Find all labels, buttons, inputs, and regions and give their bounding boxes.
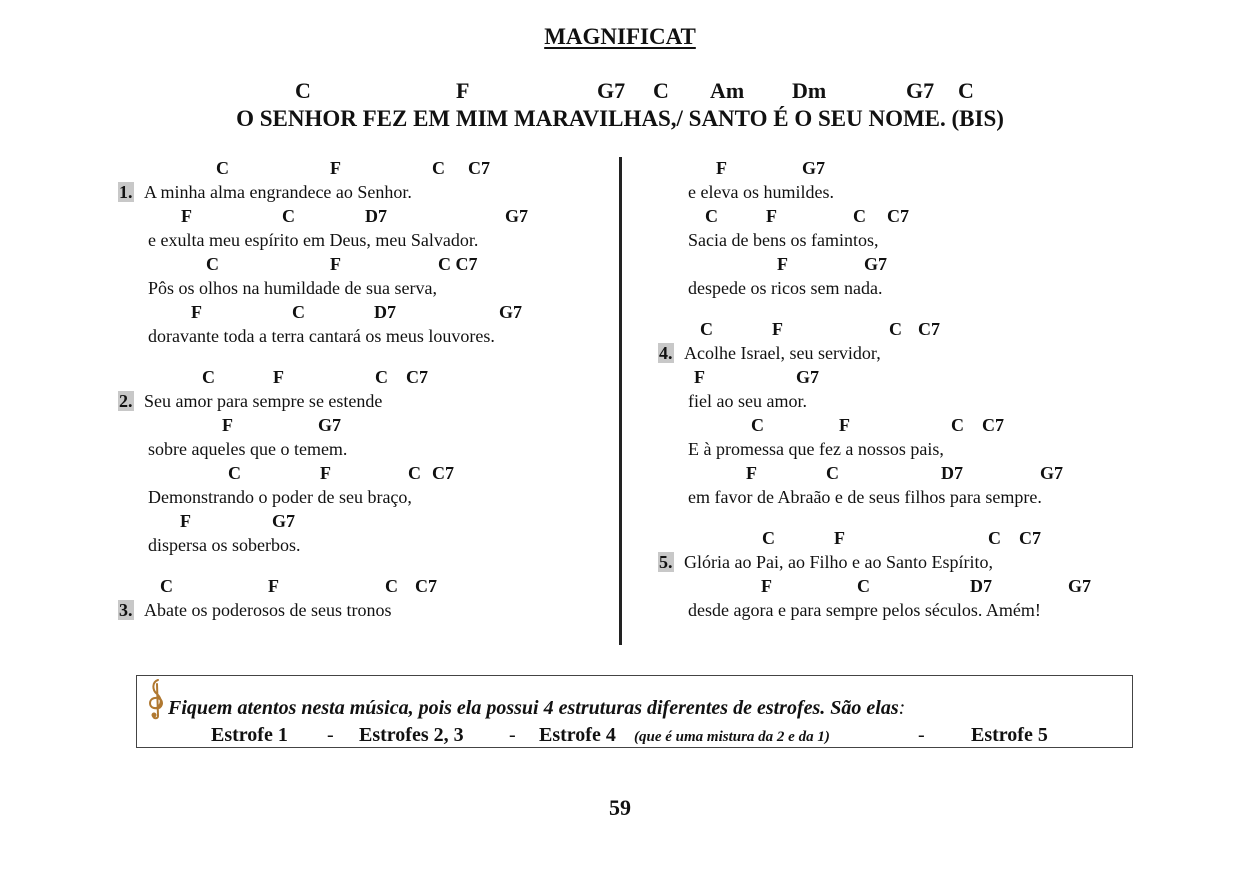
refrain-chord: F <box>456 78 470 103</box>
chord: F <box>330 254 341 274</box>
chord: G7 <box>1040 463 1064 483</box>
chord: C C7 <box>438 254 478 274</box>
structure-item: Estrofe 1 <box>211 724 288 746</box>
verse-number-label: 3. <box>119 600 133 620</box>
structure-item: Estrofe 5 <box>971 724 1048 746</box>
chord: F <box>772 319 783 339</box>
verse-number <box>658 552 674 573</box>
chord: F <box>330 158 341 178</box>
verse-number <box>118 182 134 203</box>
chord: C <box>292 302 305 322</box>
chord: D7 <box>941 463 963 483</box>
song-title <box>0 24 1240 50</box>
chord: F <box>191 302 202 322</box>
verse-number <box>118 391 134 412</box>
verse-number-label: 4. <box>659 343 673 363</box>
lyric-line: sobre aqueles que o temem. <box>148 439 348 459</box>
lyric-line: despede os ricos sem nada. <box>688 278 883 298</box>
chord: C <box>889 319 902 339</box>
chord: C <box>432 158 445 178</box>
chord: C <box>826 463 839 483</box>
chord: G7 <box>499 302 523 322</box>
lyric-line: em favor de Abraão e de seus filhos para sempre. <box>688 487 1042 507</box>
chord: C7 <box>1019 528 1041 548</box>
lyric-line: desde agora e para sempre pelos séculos. Amém! <box>688 600 1041 620</box>
chord: C7 <box>432 463 454 483</box>
chord: F <box>181 206 192 226</box>
chord: F <box>716 158 727 178</box>
structure-separator: - <box>918 724 925 746</box>
chord: C7 <box>406 367 428 387</box>
chord: F <box>761 576 772 596</box>
chord: G7 <box>1068 576 1092 596</box>
structure-item-note: (que é uma mistura da 2 e da 1) <box>634 729 830 745</box>
lyric-line: doravante toda a terra cantará os meus louvores. <box>148 326 495 346</box>
verse-number-label: 5. <box>659 552 673 572</box>
lyric-line: Glória ao Pai, ao Filho e ao Santo Espírito, <box>684 552 993 572</box>
refrain-chord: C <box>295 78 311 103</box>
chord: D7 <box>365 206 387 226</box>
chord: C <box>705 206 718 226</box>
chord: F <box>180 511 191 531</box>
chord: C <box>951 415 964 435</box>
chord: C <box>375 367 388 387</box>
chord: C7 <box>468 158 490 178</box>
chord: C <box>762 528 775 548</box>
chord: F <box>766 206 777 226</box>
structure-item: Estrofes 2, 3 <box>359 724 464 746</box>
verse-number-label: 2. <box>119 391 133 411</box>
chord: F <box>746 463 757 483</box>
chord: F <box>839 415 850 435</box>
lyric-line: Acolhe Israel, seu servidor, <box>684 343 881 363</box>
chord: C <box>385 576 398 596</box>
lyric-line: Sacia de bens os famintos, <box>688 230 879 250</box>
chord: C <box>857 576 870 596</box>
chord: C <box>206 254 219 274</box>
chord: G7 <box>796 367 820 387</box>
chord: F <box>222 415 233 435</box>
chord: C7 <box>887 206 909 226</box>
lyric-line: e exulta meu espírito em Deus, meu Salvador. <box>148 230 479 250</box>
refrain-chord: C <box>653 78 669 103</box>
chord: C <box>228 463 241 483</box>
verse-number <box>658 343 674 364</box>
structure-note-text: Fiquem atentos nesta música, pois ela possui 4 estruturas diferentes de estrofes. São elas <box>168 697 899 719</box>
chord: C <box>700 319 713 339</box>
chord: F <box>777 254 788 274</box>
chord: C <box>160 576 173 596</box>
chord: G7 <box>802 158 826 178</box>
refrain-chord: Dm <box>792 78 827 103</box>
verse-number-label: 1. <box>119 182 133 202</box>
lyric-line: Abate os poderosos de seus tronos <box>144 600 392 620</box>
refrain-text: O SENHOR FEZ EM MIM MARAVILHAS,/ SANTO É O SEU NOME. (BIS) <box>236 106 1004 131</box>
lyric-line: Seu amor para sempre se estende <box>144 391 383 411</box>
verse-number <box>118 600 134 621</box>
chord: F <box>273 367 284 387</box>
chord: C <box>216 158 229 178</box>
lyric-line: Pôs os olhos na humildade de sua serva, <box>148 278 437 298</box>
chord: C <box>751 415 764 435</box>
chord: F <box>268 576 279 596</box>
structure-item: Estrofe 4 <box>539 724 616 746</box>
structure-note-colon: : <box>898 697 906 719</box>
chord: F <box>834 528 845 548</box>
chord: F <box>320 463 331 483</box>
chord: C <box>988 528 1001 548</box>
column-divider <box>619 157 622 645</box>
refrain-chord: G7 <box>906 78 935 103</box>
page-number: 59 <box>609 795 631 820</box>
chord: C <box>853 206 866 226</box>
treble-clef-icon <box>146 678 168 720</box>
chord: C <box>282 206 295 226</box>
lyric-line: E à promessa que fez a nossos pais, <box>688 439 944 459</box>
lyric-line: e eleva os humildes. <box>688 182 834 202</box>
chord: G7 <box>505 206 529 226</box>
refrain-chord: C <box>958 78 974 103</box>
chord: D7 <box>970 576 992 596</box>
lyric-line: fiel ao seu amor. <box>688 391 807 411</box>
lyric-line: Demonstrando o poder de seu braço, <box>148 487 412 507</box>
song-title-text: MAGNIFICAT <box>544 24 696 49</box>
structure-separator: - <box>327 724 334 746</box>
chord: G7 <box>864 254 888 274</box>
chord: C <box>408 463 421 483</box>
structure-note <box>168 697 905 720</box>
chord: C7 <box>415 576 437 596</box>
chord: C7 <box>982 415 1004 435</box>
refrain-chord: Am <box>710 78 745 103</box>
chord: C <box>202 367 215 387</box>
structure-separator: - <box>509 724 516 746</box>
lyric-line: dispersa os soberbos. <box>148 535 301 555</box>
lyric-line: A minha alma engrandece ao Senhor. <box>144 182 412 202</box>
chord: G7 <box>318 415 342 435</box>
chord: D7 <box>374 302 396 322</box>
chord: G7 <box>272 511 296 531</box>
refrain-chord: G7 <box>597 78 626 103</box>
chord: F <box>694 367 705 387</box>
chord: C7 <box>918 319 940 339</box>
